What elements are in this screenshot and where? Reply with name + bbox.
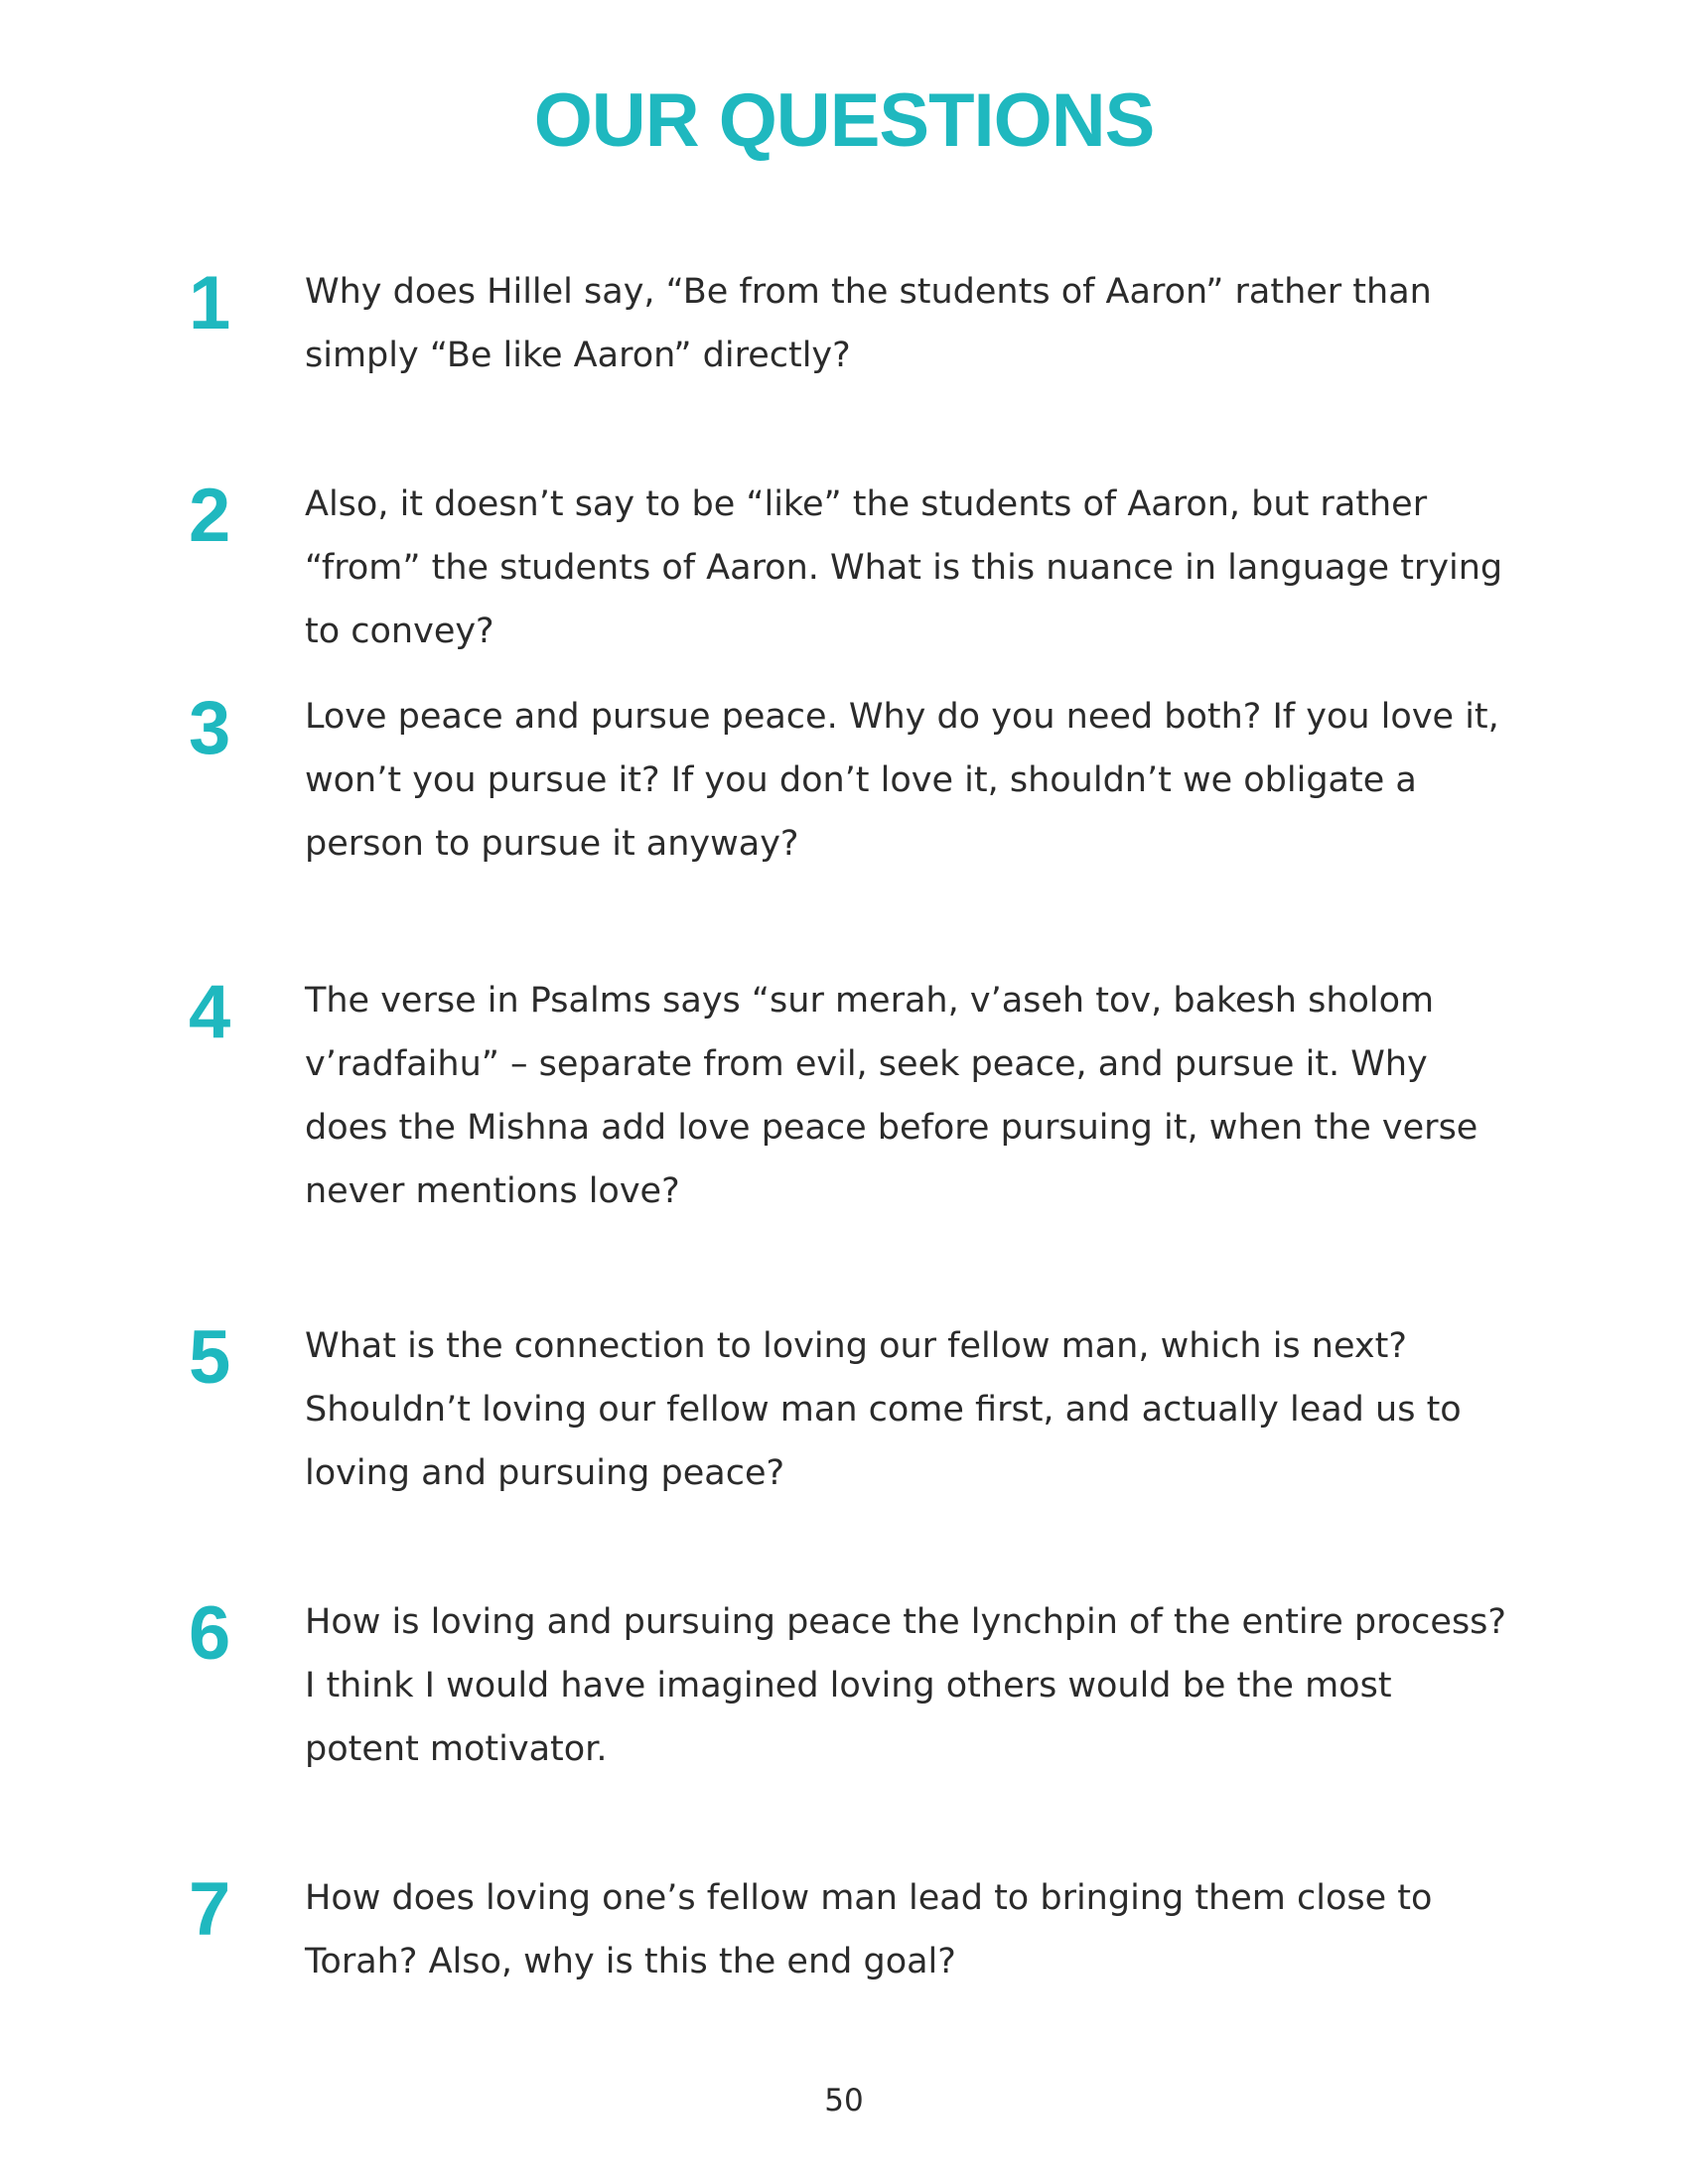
question-text: How is loving and pursuing peace the lynchpin of the entire process? I think I would have imagined loving others would be the most potent motivator. xyxy=(305,1602,1506,1769)
question-text: How does loving one’s fellow man lead to bringing them close to Torah? Also, why is this the end goal? xyxy=(305,1878,1433,1981)
question-number: 1 xyxy=(189,261,231,345)
question-text: Love peace and pursue peace. Why do you need both? If you love it, won’t you pursue it? If you don’t love it, shouldn’t we obligate a person to pursue it anyway? xyxy=(305,697,1499,864)
question-text: Why does Hillel say, “Be from the students of Aaron” rather than simply “Be like Aaron” directly? xyxy=(305,272,1432,375)
question-text: The verse in Psalms says “sur merah, v’aseh tov, bakesh sholom v’radfaihu” – separate from evil, seek peace, and pursue it. Why does the Mishna add love peace before pursuing it, when the verse never mentions love? xyxy=(305,981,1478,1211)
question-number: 6 xyxy=(189,1591,231,1676)
question-number: 3 xyxy=(189,686,231,770)
question-text: Also, it doesn’t say to be “like” the students of Aaron, but rather “from” the students of Aaron. What is this nuance in language trying to convey? xyxy=(305,484,1503,651)
question-text: What is the connection to loving our fellow man, which is next? Shouldn’t loving our fellow man come first, and actually lead us to loving and pursuing peace? xyxy=(305,1326,1462,1493)
question-number: 5 xyxy=(189,1315,231,1400)
question-number: 7 xyxy=(189,1867,231,1952)
page-number: 50 xyxy=(824,2083,864,2118)
page-title: OUR QUESTIONS xyxy=(533,78,1155,163)
question-number: 2 xyxy=(189,474,231,558)
question-number: 4 xyxy=(189,970,231,1054)
